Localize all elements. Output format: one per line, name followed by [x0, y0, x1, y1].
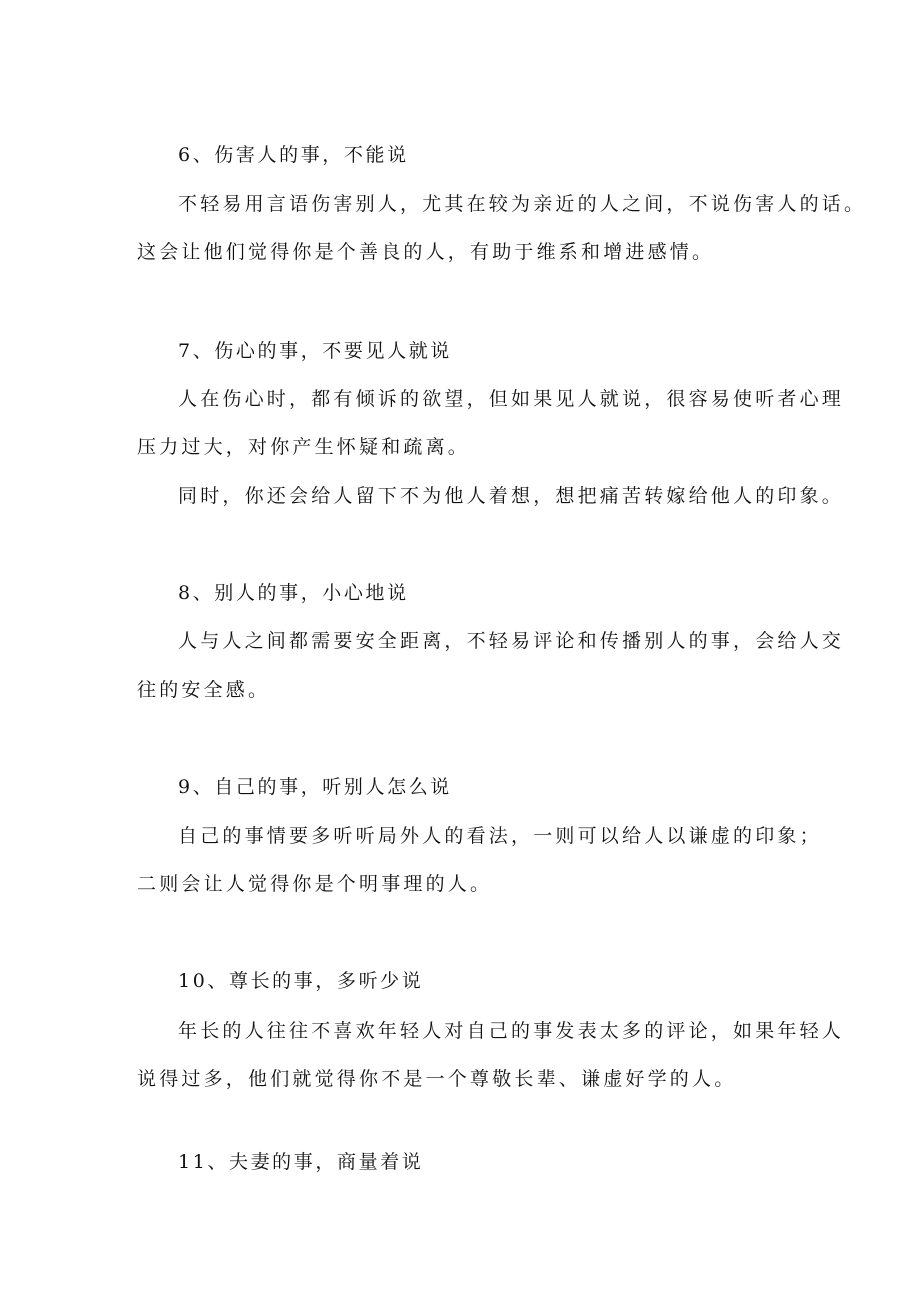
section-7-paragraph-line-2: 压力过大，对你产生怀疑和疏离。 [137, 436, 471, 458]
section-11-heading: 11、夫妻的事，商量着说 [178, 1151, 424, 1173]
section-6-paragraph-line-1: 不轻易用言语伤害别人，尤其在较为亲近的人之间，不说伤害人的话。 [178, 193, 867, 215]
section-9-paragraph-line-1: 自己的事情要多听听局外人的看法，一则可以给人以谦虚的印象； [178, 825, 822, 847]
section-9-paragraph-line-2: 二则会让人觉得你是个明事理的人。 [137, 873, 493, 895]
section-8-paragraph-line-2: 往的安全感。 [137, 679, 271, 701]
section-7-paragraph-line-3: 同时，你还会给人留下不为他人着想，想把痛苦转嫁给他人的印象。 [178, 485, 845, 507]
section-8-heading: 8、别人的事，小心地说 [178, 582, 409, 604]
section-10-paragraph-line-1: 年长的人往往不喜欢年轻人对自己的事发表太多的评论，如果年轻人 [178, 1020, 845, 1042]
section-10-paragraph-line-2: 说得过多，他们就觉得你不是一个尊敬长辈、谦虚好学的人。 [137, 1068, 737, 1090]
section-10-heading: 10、尊长的事，多听少说 [178, 970, 424, 992]
section-7-paragraph-line-1: 人在伤心时，都有倾诉的欲望，但如果见人就说，很容易使听者心理 [178, 388, 845, 410]
section-9-heading: 9、自己的事，听别人怎么说 [178, 776, 452, 798]
section-6-paragraph-line-2: 这会让他们觉得你是个善良的人，有助于维系和增进感情。 [137, 241, 715, 263]
section-8-paragraph-line-1: 人与人之间都需要安全距离，不轻易评论和传播别人的事，会给人交 [178, 630, 845, 652]
section-7-heading: 7、伤心的事，不要见人就说 [178, 340, 452, 362]
section-6-heading: 6、伤害人的事，不能说 [178, 144, 409, 166]
